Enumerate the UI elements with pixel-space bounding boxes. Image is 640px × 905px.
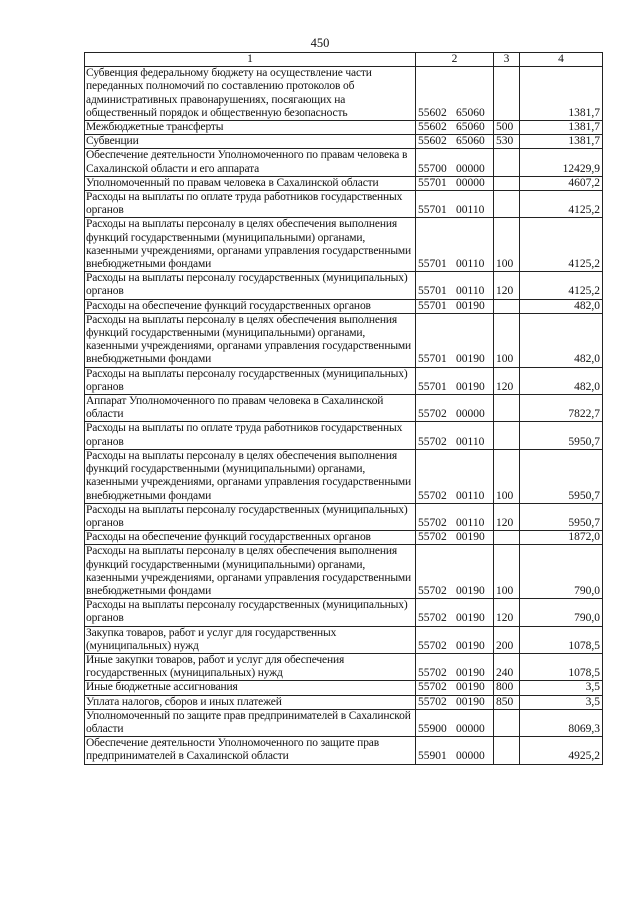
row-expense-type: 100 [494,313,520,367]
row-expense-type: 120 [494,272,520,299]
row-name: Обеспечение деятельности Уполномоченного по защите прав предпринимателей в Сахалинской области [85,737,416,764]
row-code-direction: 00190 [456,531,485,544]
row-name: Субвенции [85,135,416,149]
row-expense-type [494,422,520,449]
row-name: Межбюджетные трансферты [85,121,416,135]
row-expense-type [494,191,520,218]
row-amount: 5950,7 [520,503,603,530]
row-amount: 1078,5 [520,626,603,653]
row-name: Расходы на выплаты персоналу в целях обеспечения выполнения функций государственными (муниципальными) органами, казенными учреждениями, органами управления государственными внебюджетными фондами [85,313,416,367]
row-code-program: 55602 [418,121,447,134]
row-code-program: 55702 [418,489,447,502]
row-expense-type [494,67,520,121]
row-code [416,395,494,422]
row-code-direction: 00190 [456,639,485,652]
row-expense-type [494,531,520,545]
row-amount: 5950,7 [520,449,603,503]
row-code-direction: 00110 [456,204,485,217]
row-code-program: 55602 [418,106,447,119]
row-expense-type: 500 [494,121,520,135]
row-name: Расходы на выплаты персоналу государственных (муниципальных) органов [85,367,416,394]
row-expense-type: 120 [494,503,520,530]
row-amount: 1381,7 [520,121,603,135]
row-code-direction: 00190 [456,695,485,708]
row-name: Иные закупки товаров, работ и услуг для обеспечения государственных (муниципальных) нужд [85,653,416,680]
row-amount: 482,0 [520,313,603,367]
row-expense-type [494,737,520,764]
row-code-direction: 65060 [456,135,485,148]
row-expense-type: 120 [494,367,520,394]
row-amount: 7822,7 [520,395,603,422]
row-code-program: 55701 [418,176,447,189]
row-code [416,599,494,626]
row-code [416,367,494,394]
row-code [416,503,494,530]
row-code-direction: 00000 [456,750,485,763]
row-expense-type [494,395,520,422]
row-name: Расходы на выплаты персоналу государственных (муниципальных) органов [85,272,416,299]
row-code [416,299,494,313]
row-expense-type [494,149,520,176]
row-expense-type: 800 [494,681,520,695]
row-code-direction: 00000 [456,408,485,421]
row-code [416,218,494,272]
row-code [416,709,494,736]
table-row [85,503,603,530]
row-amount: 8069,3 [520,709,603,736]
row-code-program: 55702 [418,667,447,680]
table-row [85,395,603,422]
table-row [85,545,603,599]
row-code-direction: 00000 [456,722,485,735]
row-expense-type [494,299,520,313]
row-code [416,681,494,695]
row-code-program: 55701 [418,380,447,393]
table-row [85,299,603,313]
row-name: Уполномоченный по правам человека в Сахалинской области [85,176,416,190]
row-code-program: 55701 [418,258,447,271]
row-amount: 4925,2 [520,737,603,764]
row-name: Расходы на выплаты персоналу в целях обеспечения выполнения функций государственными (муниципальными) органами, казенными учреждениями, органами управления государственными внебюджетными фондами [85,218,416,272]
row-code-program: 55702 [418,531,447,544]
row-code-direction: 00110 [456,489,485,502]
row-expense-type [494,709,520,736]
row-name: Расходы на выплаты персоналу в целях обеспечения выполнения функций государственными (муниципальными) органами, казенными учреждениями, органами управления государственными внебюджетными фондами [85,545,416,599]
row-code [416,449,494,503]
row-amount: 4125,2 [520,191,603,218]
row-amount: 1078,5 [520,653,603,680]
table-row [85,135,603,149]
table-row [85,695,603,709]
table-row [85,599,603,626]
row-code-program: 55701 [418,204,447,217]
row-code-program: 55602 [418,135,447,148]
table-row [85,737,603,764]
row-name: Уплата налогов, сборов и иных платежей [85,695,416,709]
row-code [416,176,494,190]
row-code [416,545,494,599]
row-expense-type: 100 [494,449,520,503]
row-code-program: 55701 [418,299,447,312]
row-expense-type: 240 [494,653,520,680]
row-code [416,121,494,135]
row-name: Аппарат Уполномоченного по правам человека в Сахалинской области [85,395,416,422]
row-code-direction: 00110 [456,285,485,298]
row-amount: 4125,2 [520,272,603,299]
table-row [85,422,603,449]
row-amount: 3,5 [520,681,603,695]
row-amount: 790,0 [520,599,603,626]
row-expense-type [494,176,520,190]
row-code-program: 55901 [418,750,447,763]
row-name: Расходы на обеспечение функций государственных органов [85,299,416,313]
row-name: Расходы на обеспечение функций государственных органов [85,531,416,545]
table-row [85,709,603,736]
row-name: Расходы на выплаты по оплате труда работников государственных органов [85,422,416,449]
row-code [416,737,494,764]
row-expense-type: 100 [494,218,520,272]
table-row [85,531,603,545]
header-col-4: 4 [520,53,603,67]
row-name: Закупка товаров, работ и услуг для государственных (муниципальных) нужд [85,626,416,653]
table-row [85,449,603,503]
row-code-program: 55702 [418,584,447,597]
row-name: Расходы на выплаты персоналу государственных (муниципальных) органов [85,503,416,530]
row-code [416,67,494,121]
row-code-direction: 00110 [456,258,485,271]
row-amount: 5950,7 [520,422,603,449]
row-expense-type: 200 [494,626,520,653]
row-name: Уполномоченный по защите прав предпринимателей в Сахалинской области [85,709,416,736]
row-code [416,272,494,299]
row-amount: 790,0 [520,545,603,599]
budget-table [84,52,603,765]
row-code-program: 55702 [418,435,447,448]
row-name: Иные бюджетные ассигнования [85,681,416,695]
row-code-program: 55701 [418,285,447,298]
table-row [85,367,603,394]
row-amount: 1381,7 [520,67,603,121]
row-amount: 12429,9 [520,149,603,176]
row-amount: 4125,2 [520,218,603,272]
row-code-direction: 00110 [456,516,485,529]
row-code-program: 55700 [418,162,447,175]
table-row [85,313,603,367]
row-code-direction: 00000 [456,176,485,189]
table-row [85,272,603,299]
row-code-direction: 00000 [456,162,485,175]
row-code-direction: 00190 [456,667,485,680]
table-row [85,67,603,121]
row-code-direction: 00190 [456,681,485,694]
row-code [416,149,494,176]
row-expense-type: 530 [494,135,520,149]
row-code [416,531,494,545]
row-code [416,695,494,709]
row-code-direction: 65060 [456,106,485,119]
row-code-direction: 00190 [456,612,485,625]
row-code [416,422,494,449]
row-code-program: 55702 [418,695,447,708]
row-amount: 4607,2 [520,176,603,190]
row-code-program: 55702 [418,681,447,694]
header-col-2: 2 [416,53,494,67]
table-row [85,626,603,653]
row-name: Расходы на выплаты персоналу в целях обеспечения выполнения функций государственными (муниципальными) органами, казенными учреждениями, органами управления государственными внебюджетными фондами [85,449,416,503]
row-code-program: 55702 [418,639,447,652]
row-code-direction: 00190 [456,584,485,597]
table-row [85,176,603,190]
row-name: Обеспечение деятельности Уполномоченного по правам человека в Сахалинской области и его аппарата [85,149,416,176]
row-amount: 482,0 [520,367,603,394]
row-expense-type: 120 [494,599,520,626]
header-col-3: 3 [494,53,520,67]
row-amount: 1872,0 [520,531,603,545]
row-code [416,653,494,680]
row-code-direction: 65060 [456,121,485,134]
table-row [85,653,603,680]
table-row [85,218,603,272]
row-code [416,313,494,367]
row-code-program: 55702 [418,408,447,421]
row-name: Субвенция федеральному бюджету на осуществление части переданных полномочий по составлению протоколов об административных правонарушениях, посягающих на общественный порядок и общественную безопасность [85,67,416,121]
row-expense-type: 100 [494,545,520,599]
row-code-program: 55701 [418,353,447,366]
row-code-direction: 00190 [456,299,485,312]
row-code [416,191,494,218]
row-name: Расходы на выплаты по оплате труда работников государственных органов [85,191,416,218]
page-number: 450 [310,36,330,50]
table-row [85,681,603,695]
row-amount: 482,0 [520,299,603,313]
row-code-direction: 00190 [456,353,485,366]
row-amount: 3,5 [520,695,603,709]
row-amount: 1381,7 [520,135,603,149]
row-code [416,626,494,653]
row-code-program: 55900 [418,722,447,735]
table-header-row [85,53,603,67]
header-col-1: 1 [85,53,416,67]
row-code-program: 55702 [418,516,447,529]
row-name: Расходы на выплаты персоналу государственных (муниципальных) органов [85,599,416,626]
row-code-program: 55702 [418,612,447,625]
table-row [85,121,603,135]
row-code-direction: 00110 [456,435,485,448]
table-row [85,149,603,176]
row-expense-type: 850 [494,695,520,709]
row-code-direction: 00190 [456,380,485,393]
table-row [85,191,603,218]
row-code [416,135,494,149]
